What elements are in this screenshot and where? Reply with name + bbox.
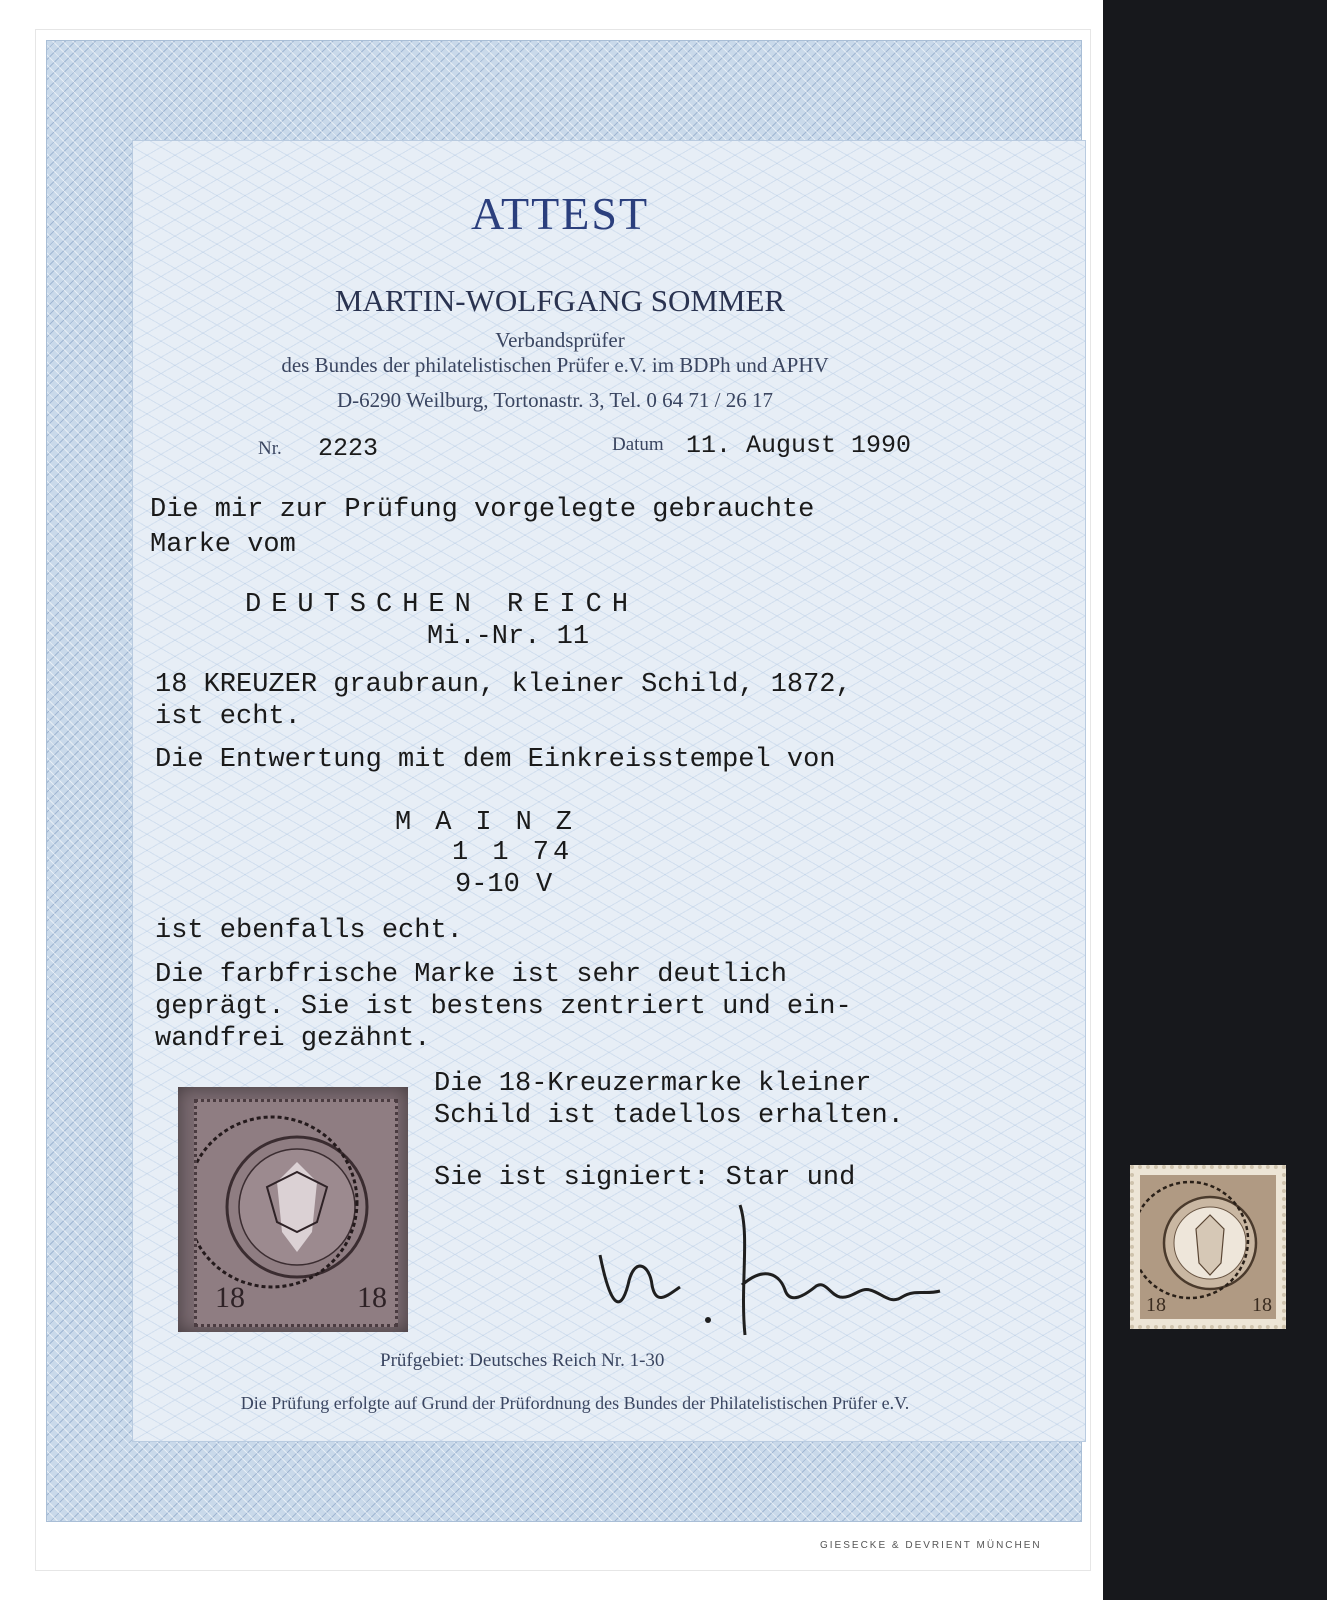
number-label: Nr. (258, 438, 282, 459)
body-line: geprägt. Sie ist bestens zentriert und ein- (155, 992, 852, 1022)
svg-text:18: 18 (1252, 1294, 1272, 1316)
address-line: D-6290 Weilburg, Tortonastr. 3, Tel. 0 64 71 / 26 17 (337, 388, 773, 412)
body-line: ist echt. (155, 702, 301, 732)
stamp-image (194, 1099, 398, 1327)
examiner-name: MARTIN-WOLFGANG SOMMER (334, 283, 786, 318)
body-line: ist ebenfalls echt. (155, 916, 463, 946)
body-line: Die 18-Kreuzermarke kleiner (434, 1069, 872, 1099)
body-line: Die farbfrische Marke ist sehr deutlich (155, 960, 787, 990)
postmark-town: MAINZ (395, 808, 597, 838)
stamp-specimen (1130, 1165, 1286, 1329)
body-line: Schild ist tadellos erhalten. (434, 1101, 904, 1131)
catalog-number: Mi.-Nr. 11 (427, 622, 590, 652)
certificate-number: 2223 (318, 434, 379, 463)
stamp-specimen-image (1140, 1175, 1276, 1319)
body-line: Die mir zur Prüfung vorgelegte gebrauchte (150, 495, 815, 525)
association-line: des Bundes der philatelistischen Prüfer e.V. im BDPh und APHV (281, 353, 829, 377)
eagle-shield-icon (197, 1102, 395, 1324)
eagle-shield-icon (1140, 1175, 1276, 1319)
handwritten-signature (590, 1195, 970, 1345)
postmark-date: 1 1 74 (452, 838, 574, 868)
body-line: wandfrei gezähnt. (155, 1024, 431, 1054)
body-line: Die Entwertung mit dem Einkreisstempel von (155, 745, 836, 775)
stamp-photo (178, 1087, 408, 1332)
postmark-time: 9-10 V (455, 870, 553, 900)
printer-imprint: GIESECKE & DEVRIENT MÜNCHEN (820, 1540, 1042, 1551)
legal-notice: Die Prüfung erfolgte auf Grund der Prüfordnung des Bundes der Philatelistischen Prüfer e.V. (240, 1393, 910, 1413)
svg-text:18: 18 (215, 1281, 245, 1314)
svg-text:18: 18 (1146, 1294, 1166, 1316)
body-line: Sie ist signiert: Star und (434, 1163, 856, 1193)
examination-scope: Prüfgebiet: Deutsches Reich Nr. 1-30 (380, 1350, 665, 1371)
dark-background-panel (1103, 0, 1327, 1600)
body-line: 18 KREUZER graubraun, kleiner Schild, 1872, (155, 670, 852, 700)
examiner-role: Verbandsprüfer (495, 328, 625, 352)
date-label: Datum (612, 434, 664, 455)
certificate-title: ATTEST (470, 188, 650, 239)
svg-text:18: 18 (357, 1281, 387, 1314)
certificate-date: 11. August 1990 (686, 431, 912, 460)
body-line: Marke vom (150, 530, 296, 560)
country-line: DEUTSCHEN REICH (245, 590, 639, 620)
